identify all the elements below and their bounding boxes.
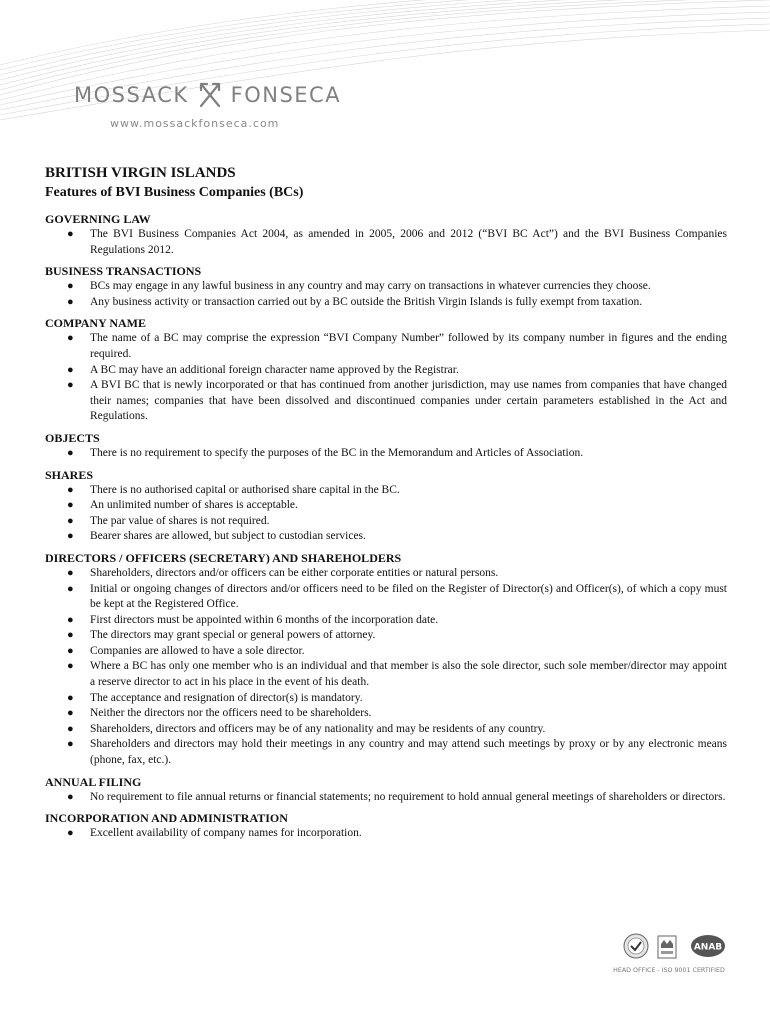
anab-icon [691, 935, 725, 957]
bullet-icon: ● [67, 514, 74, 527]
section-heading: DIRECTORS / OFFICERS (SECRETARY) AND SHAREHOLDERS [45, 550, 402, 565]
list-item [45, 514, 727, 530]
list-item [45, 691, 727, 707]
document-subtitle: Features of BVI Business Companies (BCs) [45, 185, 304, 200]
bullet-list [45, 279, 727, 310]
list-item-text: Any business activity or transaction carried out by a BC outside the British Virgin Islands is fully exempt from taxation. [90, 295, 643, 308]
list-item [45, 826, 727, 842]
iso-certification-label: HEAD OFFICE - ISO 9001 CERTIFIED [613, 967, 725, 974]
list-item [45, 446, 727, 462]
section-heading: INCORPORATION AND ADMINISTRATION [45, 811, 288, 826]
bullet-icon: ● [67, 446, 74, 459]
bullet-icon: ● [67, 483, 74, 496]
list-item [45, 331, 727, 362]
bullet-icon: ● [67, 332, 74, 345]
list-item [45, 378, 727, 425]
list-item [45, 498, 727, 514]
section [45, 315, 727, 425]
list-item-text: Where a BC has only one member who is an individual and that member is also the sole director, such sole member/director may appoint a reserve director to act in his place in the event of his death. [90, 660, 727, 689]
brand-name-left: MOSSACK [74, 83, 189, 107]
bullet-icon: ● [67, 691, 74, 704]
list-item-text: Companies are allowed to have a sole director. [90, 644, 305, 657]
letterhead [0, 0, 770, 150]
section-heading: COMPANY NAME [45, 316, 146, 331]
list-item-text: There is no requirement to specify the purposes of the BC in the Memorandum and Articles of Association. [90, 446, 584, 459]
company-logo [74, 80, 341, 110]
list-item [45, 227, 727, 258]
list-item-text: The acceptance and resignation of director(s) is mandatory. [90, 691, 363, 704]
section-heading: GOVERNING LAW [45, 212, 151, 226]
bullet-icon: ● [67, 738, 74, 751]
list-item-text: The name of a BC may comprise the expression “BVI Company Number” followed by its company number in figures and the ending required. [90, 332, 727, 360]
list-item [45, 529, 727, 545]
list-item [45, 659, 727, 690]
bullet-icon: ● [67, 379, 74, 392]
bullet-list [45, 483, 727, 545]
sgs-seal-icon [624, 934, 648, 958]
brand-name-right: FONSECA [230, 83, 342, 107]
bullet-list [45, 566, 727, 769]
bullet-icon: ● [67, 722, 74, 735]
bullet-icon: ● [67, 566, 74, 579]
list-item-text: A BC may have an additional foreign character name approved by the Registrar. [90, 363, 459, 376]
list-item [45, 706, 727, 722]
list-item-text: Shareholders, directors and officers may be of any nationality and may be residents of any country. [90, 722, 546, 735]
bullet-icon: ● [67, 660, 74, 673]
section-heading: ANNUAL FILING [45, 774, 142, 789]
section [45, 774, 727, 806]
list-item [45, 483, 727, 499]
list-item [45, 790, 727, 806]
section [45, 430, 727, 462]
bullet-icon: ● [67, 582, 74, 595]
bullet-icon: ● [67, 644, 74, 657]
bullet-icon: ● [67, 499, 74, 512]
bullet-icon: ● [67, 280, 74, 293]
list-item [45, 644, 727, 660]
list-item-text: The par value of shares is not required. [90, 514, 270, 527]
list-item-text: No requirement to file annual returns or financial statements; no requirement to hold annual general meetings of shareholders or directors. [90, 790, 726, 803]
section-heading: SHARES [45, 467, 94, 482]
bullet-list [45, 227, 727, 258]
bullet-icon: ● [67, 228, 74, 240]
section [45, 550, 727, 769]
list-item-text: Shareholders, directors and/or officers can be either corporate entities or natural persons. [90, 566, 499, 579]
list-item [45, 722, 727, 738]
bullet-icon: ● [67, 827, 74, 840]
bullet-icon: ● [67, 295, 74, 308]
section-heading: BUSINESS TRANSACTIONS [45, 264, 202, 279]
bullet-icon: ● [67, 707, 74, 720]
list-item [45, 737, 727, 768]
cross-arrows-icon [195, 80, 225, 110]
section [45, 211, 727, 258]
bullet-icon: ● [67, 530, 74, 543]
bullet-list [45, 331, 727, 425]
list-item-text: Bearer shares are allowed, but subject to custodian services. [90, 530, 366, 543]
section [45, 467, 727, 545]
list-item-text: Initial or ongoing changes of directors and/or officers need to be filed on the Register of Director(s) and Officer(s), of which a copy must be kept at the Registered Office. [90, 582, 727, 611]
bullet-icon: ● [67, 629, 74, 642]
bullet-icon: ● [67, 613, 74, 626]
bullet-list [45, 826, 727, 842]
list-item-text: The BVI Business Companies Act 2004, as amended in 2005, 2006 and 2012 (“BVI BC Act”) and the BVI Business Companies Regulations 2012. [90, 228, 727, 256]
list-item [45, 628, 727, 644]
document-body [45, 164, 727, 842]
section [45, 263, 727, 310]
list-item-text: Neither the directors nor the officers need to be shareholders. [90, 707, 372, 720]
bullet-list [45, 446, 727, 462]
list-item [45, 295, 727, 311]
list-item-text: There is no authorised capital or authorised share capital in the BC. [90, 483, 400, 496]
bullet-list [45, 790, 727, 806]
list-item-text: BCs may engage in any lawful business in any country and may carry on transactions in whatever currencies they choose. [90, 280, 651, 293]
bullet-icon: ● [67, 790, 74, 803]
list-item [45, 566, 727, 582]
list-item-text: First directors must be appointed within 6 months of the incorporation date. [90, 613, 439, 626]
list-item-text: An unlimited number of shares is acceptable. [90, 499, 298, 512]
list-item [45, 613, 727, 629]
list-item-text: A BVI BC that is newly incorporated or that has continued from another jurisdiction, may use names from companies that have changed their names; companies that have been dissolved and discontinued companies under certain parameters established in the Act and Regulations. [90, 379, 727, 423]
sections-container [45, 211, 727, 842]
ukas-crown-icon [658, 936, 676, 958]
document-title: BRITISH VIRGIN ISLANDS [45, 165, 236, 181]
list-item [45, 279, 727, 295]
list-item [45, 363, 727, 379]
list-item-text: Excellent availability of company names for incorporation. [90, 827, 362, 840]
section-heading: OBJECTS [45, 430, 100, 445]
list-item [45, 582, 727, 613]
section [45, 810, 727, 842]
bullet-icon: ● [67, 363, 74, 376]
list-item-text: The directors may grant special or general powers of attorney. [90, 629, 376, 642]
website-url: www.mossackfonseca.com [110, 117, 280, 130]
list-item-text: Shareholders and directors may hold their meetings in any country and may attend such meetings by proxy or by any electronic means (phone, fax, etc.). [90, 738, 727, 767]
svg-text:ANAB: ANAB [693, 942, 723, 953]
